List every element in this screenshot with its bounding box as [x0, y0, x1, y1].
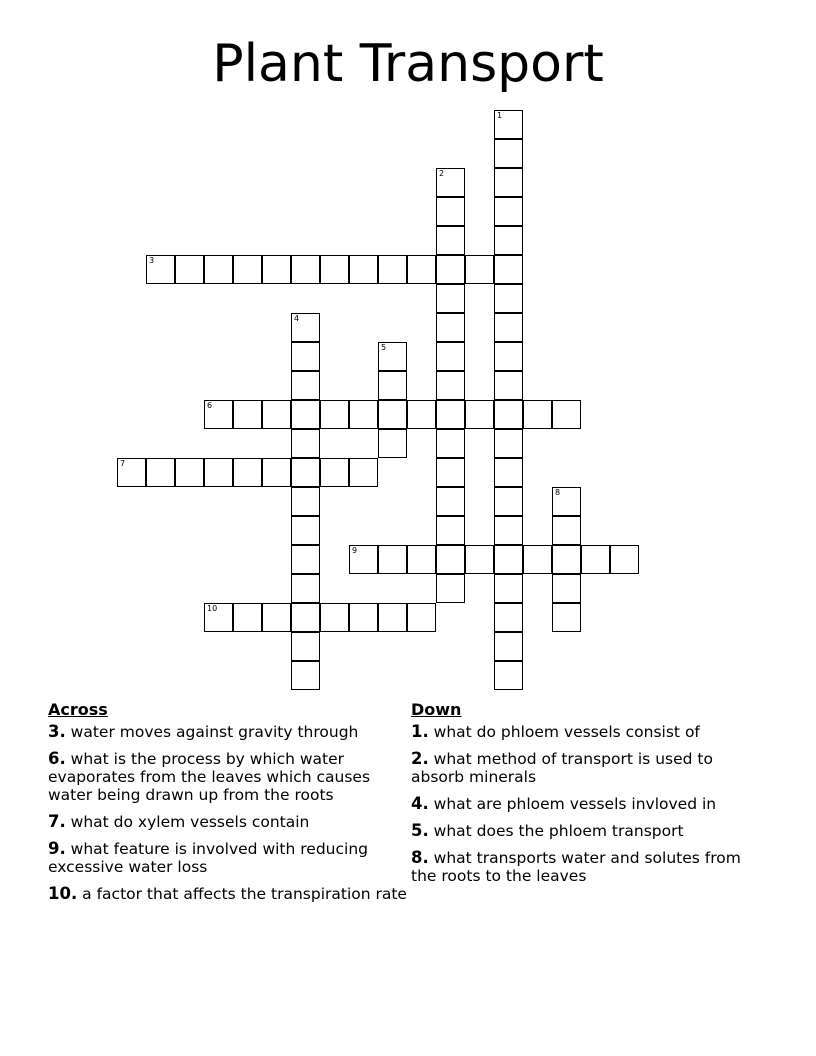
crossword-cell[interactable]	[378, 429, 407, 458]
crossword-cell[interactable]	[233, 458, 262, 487]
crossword-cell[interactable]	[291, 255, 320, 284]
clue-number: 8.	[411, 848, 429, 867]
crossword-cell[interactable]	[291, 429, 320, 458]
crossword-cell[interactable]	[436, 197, 465, 226]
crossword-cell[interactable]	[494, 603, 523, 632]
crossword-cell[interactable]	[552, 516, 581, 545]
clue-across-6	[48, 750, 408, 804]
crossword-cell[interactable]	[494, 313, 523, 342]
crossword-cell[interactable]	[523, 545, 552, 574]
crossword-cell[interactable]	[494, 632, 523, 661]
crossword-cell[interactable]	[262, 458, 291, 487]
crossword-cell[interactable]	[291, 458, 320, 487]
crossword-cell[interactable]	[204, 400, 233, 429]
crossword-cell[interactable]	[494, 168, 523, 197]
crossword-cell[interactable]	[494, 429, 523, 458]
crossword-cell[interactable]	[262, 603, 291, 632]
crossword-cell[interactable]	[494, 139, 523, 168]
crossword-cell[interactable]	[262, 255, 291, 284]
crossword-cell[interactable]	[552, 574, 581, 603]
crossword-cell[interactable]	[146, 255, 175, 284]
crossword-cell[interactable]	[494, 284, 523, 313]
clue-across-10	[48, 885, 408, 903]
clue-text: what feature is involved with reducing excessive water loss	[48, 840, 368, 876]
clue-text: what do xylem vessels contain	[65, 813, 310, 831]
cell-number: 5	[381, 343, 387, 352]
cell-number: 4	[294, 314, 300, 323]
crossword-cell[interactable]	[291, 342, 320, 371]
crossword-cell[interactable]	[494, 255, 523, 284]
crossword-cell[interactable]	[494, 661, 523, 690]
crossword-cell[interactable]	[436, 545, 465, 574]
crossword-cell[interactable]	[378, 371, 407, 400]
crossword-cell[interactable]	[320, 400, 349, 429]
crossword-cell[interactable]	[233, 255, 262, 284]
clue-text: a factor that affects the transpiration rate	[77, 885, 407, 903]
crossword-cell[interactable]	[204, 255, 233, 284]
crossword-cell[interactable]	[291, 371, 320, 400]
crossword-cell[interactable]	[581, 545, 610, 574]
clue-text: what do phloem vessels consist of	[428, 723, 700, 741]
cell-number: 6	[207, 401, 213, 410]
clue-number: 7.	[48, 812, 66, 831]
clue-down-2	[411, 750, 751, 786]
crossword-cell[interactable]	[610, 545, 639, 574]
crossword-cell[interactable]	[291, 661, 320, 690]
cell-number: 1	[497, 111, 503, 120]
crossword-cell[interactable]	[436, 342, 465, 371]
crossword-cell[interactable]	[349, 458, 378, 487]
crossword-cell[interactable]	[494, 487, 523, 516]
crossword-cell[interactable]	[552, 545, 581, 574]
crossword-cell[interactable]	[117, 458, 146, 487]
clue-number: 4.	[411, 794, 429, 813]
clue-number: 9.	[48, 839, 66, 858]
clue-text: water moves against gravity through	[65, 723, 359, 741]
crossword-cell[interactable]	[436, 574, 465, 603]
clue-down-8	[411, 849, 751, 885]
crossword-cell[interactable]	[465, 400, 494, 429]
crossword-cell[interactable]	[436, 487, 465, 516]
crossword-cell[interactable]	[407, 603, 436, 632]
clue-down-1	[411, 723, 751, 741]
clue-text: what does the phloem transport	[428, 822, 684, 840]
crossword-cell[interactable]	[494, 400, 523, 429]
clue-number: 5.	[411, 821, 429, 840]
crossword-cell[interactable]	[146, 458, 175, 487]
crossword-cell[interactable]	[436, 168, 465, 197]
crossword-cell[interactable]	[436, 255, 465, 284]
crossword-cell[interactable]	[291, 574, 320, 603]
crossword-cell[interactable]	[320, 603, 349, 632]
clue-text: what is the process by which water evaporates from the leaves which causes water being drawn up from the roots	[48, 750, 371, 804]
crossword-cell[interactable]	[291, 545, 320, 574]
crossword-cell[interactable]	[494, 545, 523, 574]
crossword-cell[interactable]	[349, 400, 378, 429]
crossword-cell[interactable]	[291, 400, 320, 429]
clue-across-9	[48, 840, 408, 876]
crossword-cell[interactable]	[291, 632, 320, 661]
down-clues	[411, 701, 751, 894]
crossword-cell[interactable]	[436, 429, 465, 458]
crossword-cell[interactable]	[378, 342, 407, 371]
cell-number: 7	[120, 459, 126, 468]
cell-number: 2	[439, 169, 445, 178]
crossword-cell[interactable]	[262, 400, 291, 429]
crossword-cell[interactable]	[291, 516, 320, 545]
crossword-cell[interactable]	[494, 342, 523, 371]
crossword-cell[interactable]	[175, 458, 204, 487]
crossword-cell[interactable]	[291, 313, 320, 342]
crossword-cell[interactable]	[407, 545, 436, 574]
crossword-cell[interactable]	[407, 255, 436, 284]
crossword-cell[interactable]	[349, 255, 378, 284]
crossword-cell[interactable]	[494, 458, 523, 487]
cell-number: 9	[352, 546, 358, 555]
crossword-cell[interactable]	[320, 458, 349, 487]
crossword-cell[interactable]	[523, 400, 552, 429]
crossword-cell[interactable]	[436, 284, 465, 313]
crossword-cell[interactable]	[291, 487, 320, 516]
crossword-cell[interactable]	[436, 313, 465, 342]
clue-down-4	[411, 795, 751, 813]
crossword-cell[interactable]	[552, 487, 581, 516]
cell-number: 10	[207, 604, 218, 613]
crossword-cell[interactable]	[204, 458, 233, 487]
crossword-cell[interactable]	[465, 255, 494, 284]
crossword-cell[interactable]	[407, 400, 436, 429]
crossword-cell[interactable]	[378, 400, 407, 429]
across-clues	[48, 701, 408, 912]
crossword-cell[interactable]	[320, 255, 349, 284]
crossword-cell[interactable]	[378, 255, 407, 284]
clue-text: what transports water and solutes from the roots to the leaves	[411, 849, 741, 885]
clue-across-3	[48, 723, 408, 741]
crossword-cell[interactable]	[436, 516, 465, 545]
crossword-cell[interactable]	[494, 371, 523, 400]
crossword-cell[interactable]	[552, 603, 581, 632]
clue-text: what method of transport is used to absorb minerals	[411, 750, 713, 786]
clue-number: 3.	[48, 722, 66, 741]
clue-number: 1.	[411, 722, 429, 741]
crossword-cell[interactable]	[291, 603, 320, 632]
clue-text: what are phloem vessels invloved in	[428, 795, 717, 813]
clue-across-7	[48, 813, 408, 831]
crossword-cell[interactable]	[349, 603, 378, 632]
crossword-cell[interactable]	[233, 603, 262, 632]
crossword-cell[interactable]	[378, 545, 407, 574]
cell-number: 3	[149, 256, 155, 265]
down-heading: Down	[411, 700, 462, 719]
crossword-cell[interactable]	[494, 226, 523, 255]
cell-number: 8	[555, 488, 561, 497]
crossword-cell[interactable]	[204, 603, 233, 632]
clue-number: 2.	[411, 749, 429, 768]
crossword-cell[interactable]	[494, 110, 523, 139]
crossword-cell[interactable]	[494, 197, 523, 226]
crossword-cell[interactable]	[436, 371, 465, 400]
clue-number: 6.	[48, 749, 66, 768]
clue-number: 10.	[48, 884, 78, 903]
crossword-cell[interactable]	[349, 545, 378, 574]
clue-down-5	[411, 822, 751, 840]
crossword-cell[interactable]	[465, 545, 494, 574]
crossword-cell[interactable]	[175, 255, 204, 284]
crossword-cell[interactable]	[494, 574, 523, 603]
across-heading: Across	[48, 700, 108, 719]
crossword-cell[interactable]	[436, 458, 465, 487]
crossword-cell[interactable]	[494, 516, 523, 545]
crossword-cell[interactable]	[436, 400, 465, 429]
crossword-cell[interactable]	[436, 226, 465, 255]
crossword-cell[interactable]	[552, 400, 581, 429]
crossword-cell[interactable]	[378, 603, 407, 632]
page-title: Plant Transport	[212, 34, 604, 94]
crossword-cell[interactable]	[233, 400, 262, 429]
